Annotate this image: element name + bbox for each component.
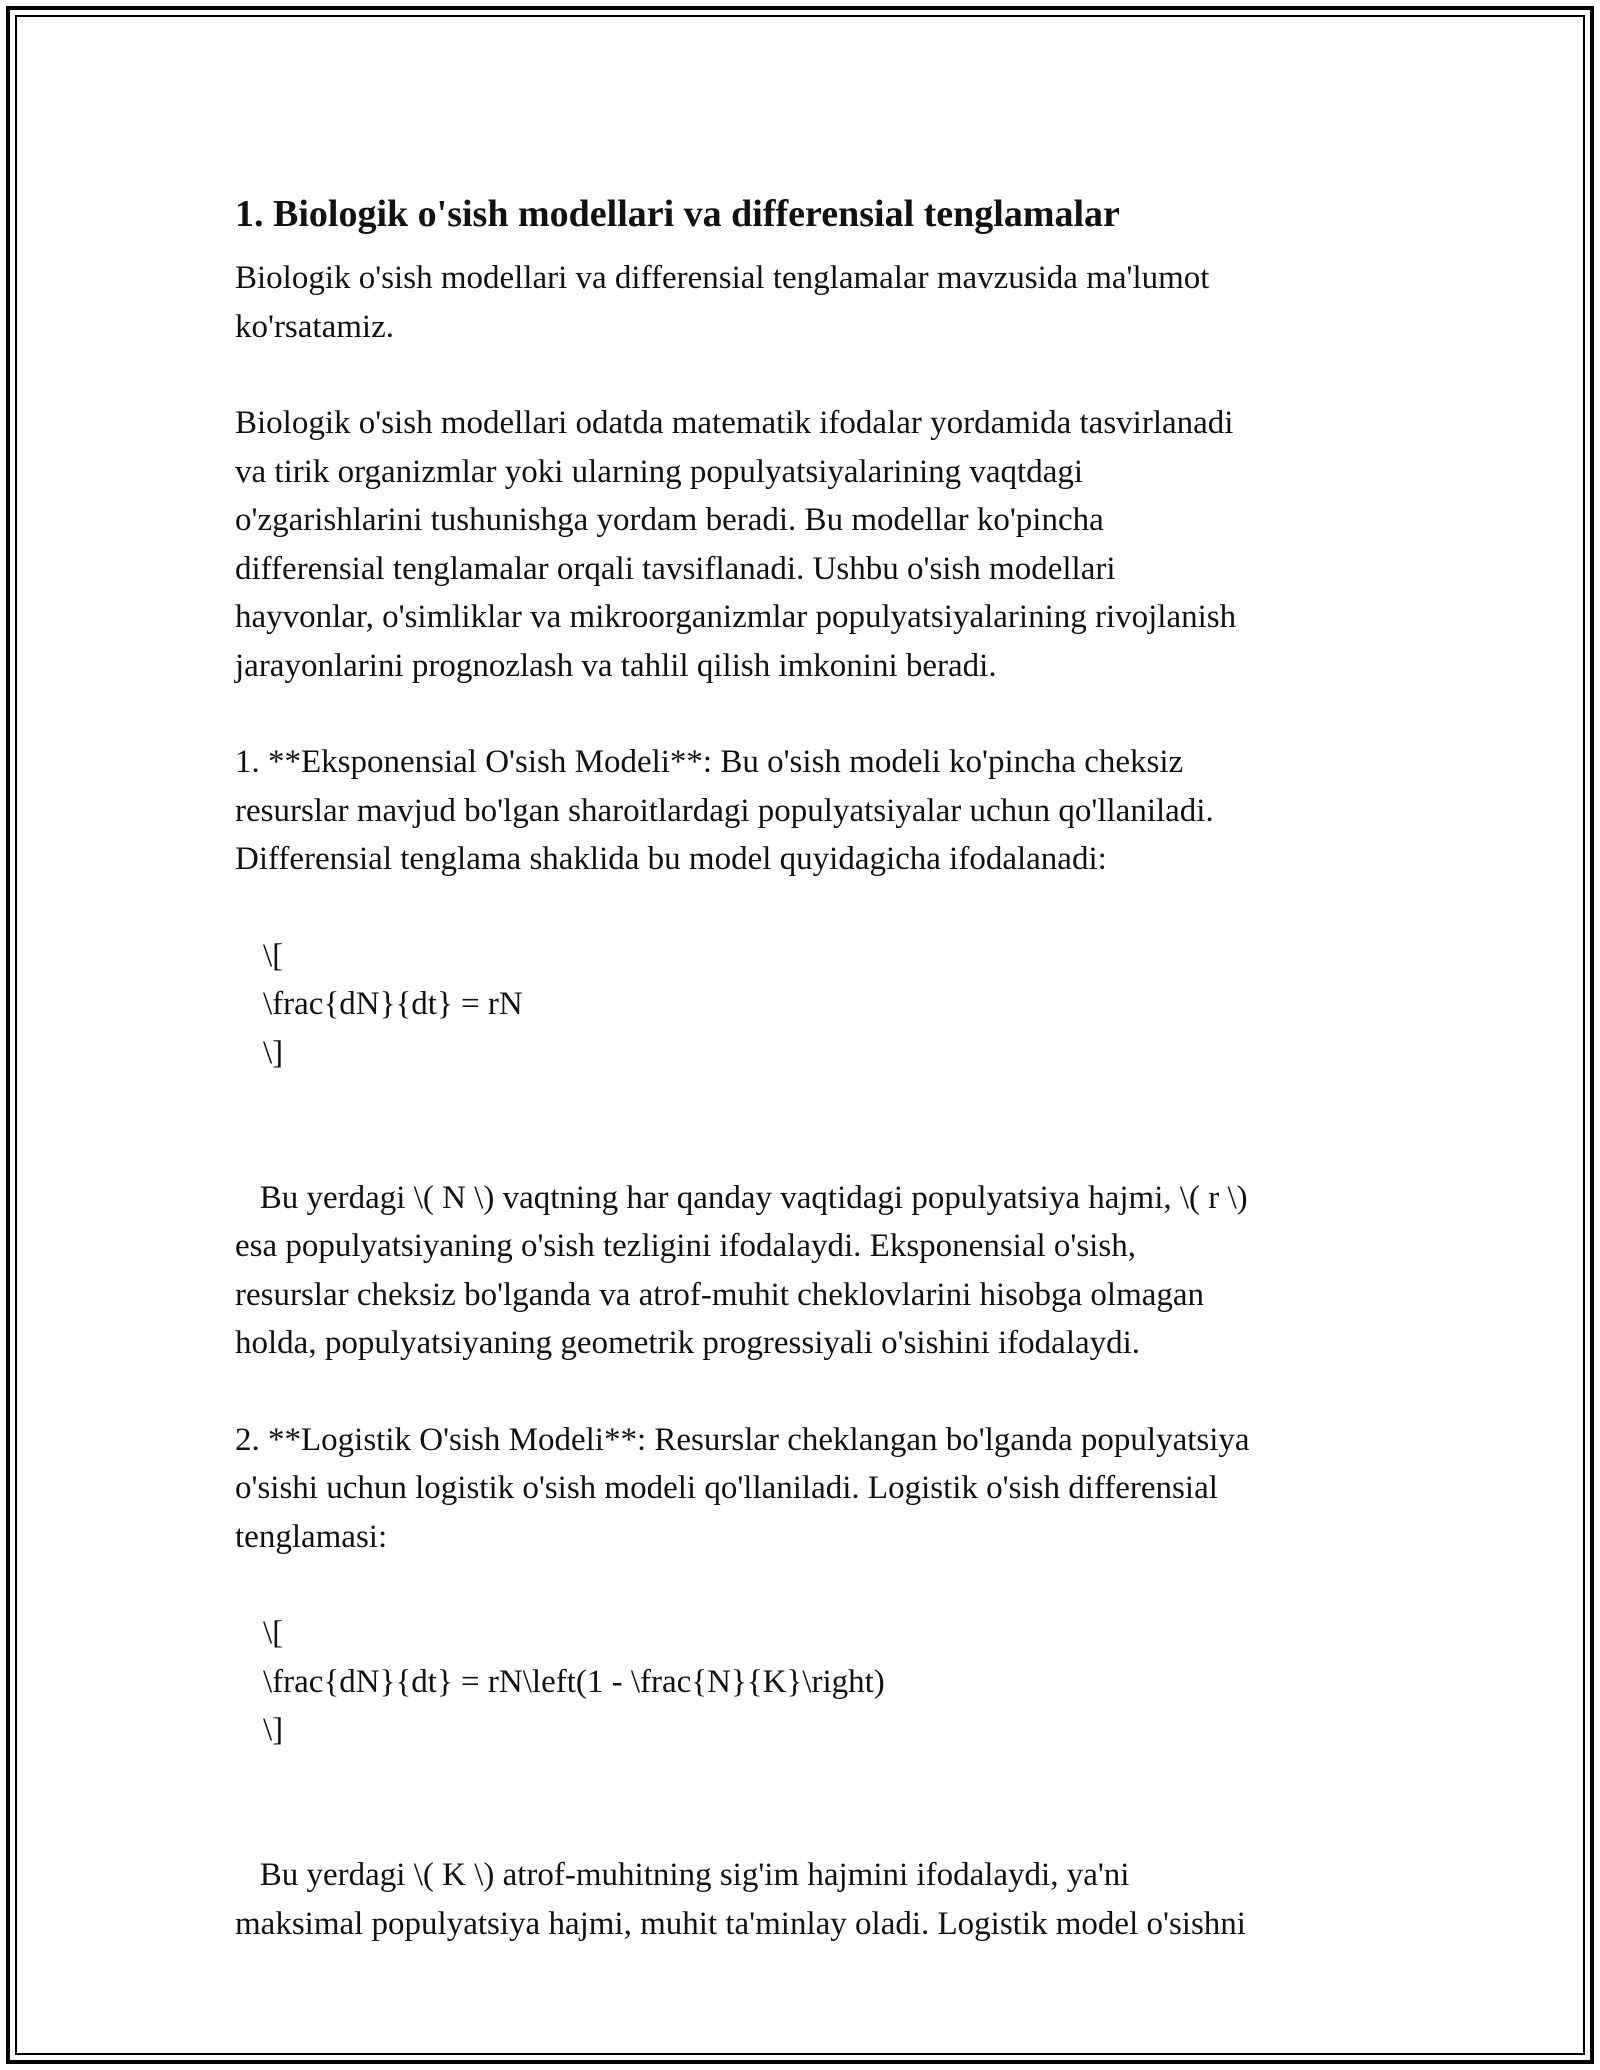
spacer — [235, 884, 1375, 932]
document-title: 1. Biologik o'sish modellari va differensial tenglamalar — [235, 193, 1120, 235]
text-line: ko'rsatamiz. — [235, 308, 394, 345]
paragraph-1 — [235, 399, 1375, 690]
text-line: resurslar mavjud bo'lgan sharoitlardagi populyatsiyalar uchun qo'llaniladi. — [235, 792, 1214, 829]
equation-1-block — [235, 932, 1375, 1078]
intro-paragraph — [235, 254, 1375, 351]
text-line: Biologik o'sish modellari va differensial tenglamalar mavzusida ma'lumot — [235, 260, 1210, 296]
text-line: va tirik organizmlar yoki ularning populyatsiyalarining vaqtdagi — [235, 453, 1084, 490]
spacer — [235, 242, 1375, 254]
equation-line: \] — [263, 1034, 284, 1071]
spacer — [235, 1077, 1375, 1125]
text-line: 1. **Eksponensial O'sish Modeli**: Bu o'sish modeli ko'pincha cheksiz — [235, 744, 1184, 780]
equation-2-block — [235, 1609, 1375, 1755]
text-line: tenglamasi: — [235, 1518, 388, 1555]
text-line: resurslar cheksiz bo'lganda va atrof-muhit cheklovlarini hisobga olmagan — [235, 1276, 1205, 1313]
equation-line: \[ — [263, 937, 284, 974]
section-1-exponential — [235, 738, 1375, 884]
spacer — [235, 1368, 1375, 1416]
text-line: o'sishi uchun logistik o'sish modeli qo'llaniladi. Logistik o'sish differensial — [235, 1470, 1218, 1506]
text-line: Bu yerdagi \( K \) atrof-muhitning sig'im hajmini ifodalaydi, ya'ni — [235, 1857, 1130, 1893]
equation-line: \] — [263, 1712, 284, 1748]
text-line: esa populyatsiyaning o'sish tezligini ifodalaydi. Eksponensial o'sish, — [235, 1228, 1136, 1264]
text-line: maksimal populyatsiya hajmi, muhit ta'minlay oladi. Logistik model o'sishni — [235, 1905, 1246, 1942]
spacer — [235, 351, 1375, 399]
spacer — [235, 1755, 1375, 1803]
spacer — [235, 1561, 1375, 1609]
spacer — [235, 690, 1375, 738]
equation-line: \frac{dN}{dt} = rN\left(1 - \frac{N}{K}\right) — [263, 1663, 885, 1700]
text-line: Differensial tenglama shaklida bu model quyidagicha ifodalanadi: — [235, 841, 1107, 877]
text-line: o'zgarishlarini tushunishga yordam beradi. Bu modellar ko'pincha — [235, 502, 1104, 538]
text-line: Biologik o'sish modellari odatda matematik ifodalar yordamida tasvirlanadi — [235, 405, 1234, 441]
text-line: Bu yerdagi \( N \) vaqtning har qanday vaqtidagi populyatsiya hajmi, \( r \) — [235, 1179, 1248, 1216]
equation-line: \frac{dN}{dt} = rN — [263, 986, 523, 1022]
explanation-1 — [235, 1125, 1375, 1368]
explanation-2 — [235, 1803, 1375, 1949]
text-line: jarayonlarini prognozlash va tahlil qilish imkonini beradi. — [235, 647, 997, 684]
section-2-logistic — [235, 1416, 1375, 1562]
text-line: hayvonlar, o'simliklar va mikroorganizmlar populyatsiyalarining rivojlanish — [235, 599, 1237, 635]
text-line: differensial tenglamalar orqali tavsiflanadi. Ushbu o'sish modellari — [235, 550, 1116, 587]
text-line: 2. **Logistik O'sish Modeli**: Resurslar cheklangan bo'lganda populyatsiya — [235, 1421, 1250, 1458]
equation-line: \[ — [263, 1615, 284, 1651]
document-body — [235, 186, 1375, 1948]
text-line: holda, populyatsiyaning geometrik progressiyali o'sishini ifodalaydi. — [235, 1325, 1141, 1361]
